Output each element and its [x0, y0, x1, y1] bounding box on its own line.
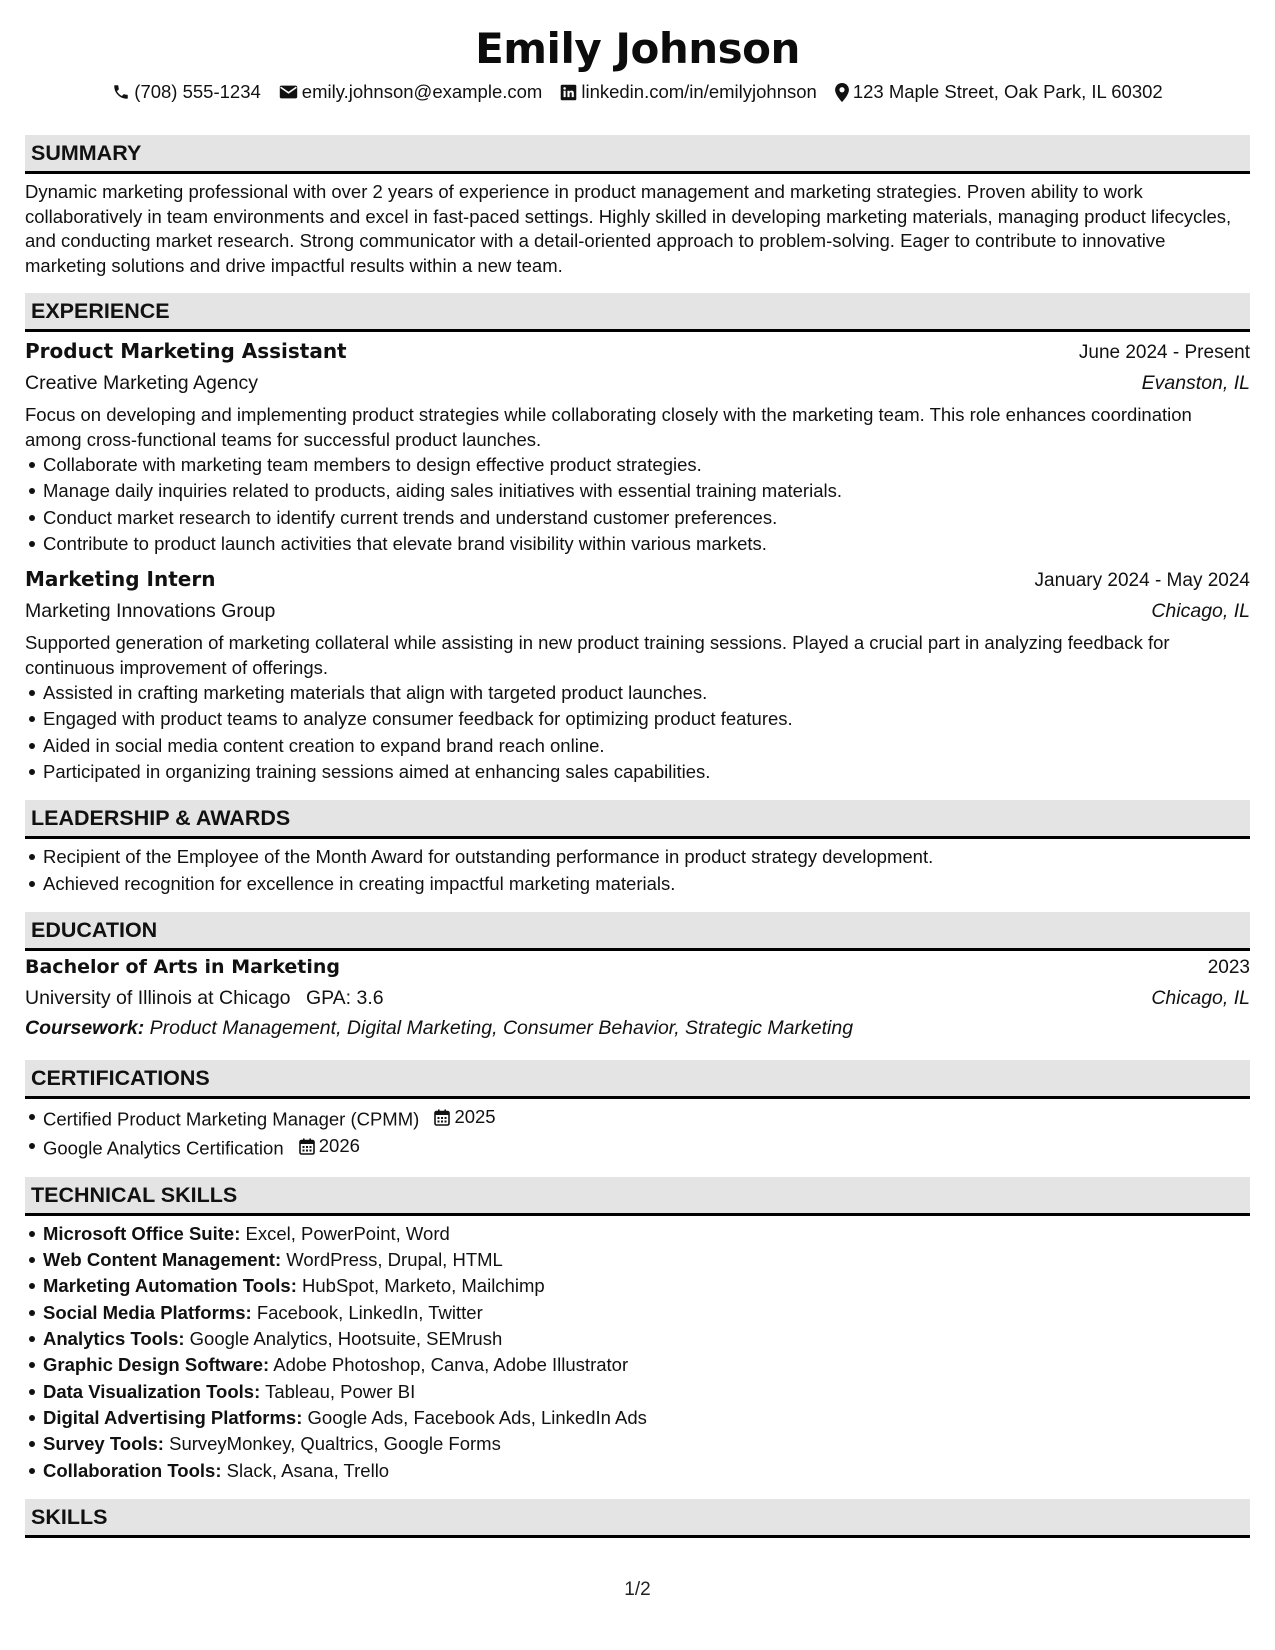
- phone-icon: [112, 83, 130, 101]
- skill-values: SurveyMonkey, Qualtrics, Google Forms: [169, 1433, 501, 1455]
- list-item: Contribute to product launch activities that elevate brand visibility within various markets.: [25, 531, 1250, 557]
- candidate-name: Emily Johnson: [475, 24, 800, 73]
- skill-values: Adobe Photoshop, Canva, Adobe Illustrator: [273, 1354, 629, 1376]
- section-heading-skills: SKILLS: [25, 1499, 1250, 1538]
- summary-text: Dynamic marketing professional with over 2 years of experience in product management and marketing strategies. Proven ability to work collaboratively in team environments and excel in fast-paced settings. Highly skilled in developing marketing materials, managing product lifecycles, and conducting market research. Strong communicator with a detail-oriented approach to problem-solving. Eager to contribute to innovative marketing solutions and drive impactful results within a new team.: [25, 181, 1232, 276]
- skill-values: Facebook, LinkedIn, Twitter: [256, 1301, 483, 1323]
- skill-values: Excel, PowerPoint, Word: [245, 1222, 450, 1244]
- job-description: Focus on developing and implementing product strategies while collaborating closely with the marketing team. This role enhances coordination among cross-functional teams for successful product launches.: [25, 404, 1192, 450]
- certification-year: 2026: [318, 1134, 360, 1156]
- contact-bar: [25, 81, 1250, 103]
- list-item: [25, 1133, 1250, 1162]
- list-item: [25, 1379, 1250, 1405]
- section-heading-education: EDUCATION: [25, 912, 1250, 951]
- list-item: [25, 1431, 1250, 1457]
- section-heading-leadership: LEADERSHIP & AWARDS: [25, 800, 1250, 839]
- list-item: [25, 1104, 1250, 1133]
- list-item: [25, 1273, 1250, 1299]
- section-heading-certifications: CERTIFICATIONS: [25, 1060, 1250, 1099]
- skill-values: Google Ads, Facebook Ads, LinkedIn Ads: [307, 1406, 647, 1428]
- certification-year: 2025: [454, 1105, 496, 1127]
- certification-list: [25, 1104, 1250, 1162]
- list-item: Conduct market research to identify current trends and understand customer preferences.: [25, 505, 1250, 531]
- certification-name: Google Analytics Certification: [43, 1137, 284, 1159]
- list-item: [25, 1405, 1250, 1431]
- list-item: [25, 1221, 1250, 1247]
- gpa: GPA: 3.6: [305, 986, 384, 1009]
- list-item: Participated in organizing training sessions aimed at enhancing sales capabilities.: [25, 759, 1250, 785]
- skill-values: WordPress, Drupal, HTML: [286, 1249, 503, 1271]
- list-item: Recipient of the Employee of the Month Award for outstanding performance in product strategy development.: [25, 844, 1250, 870]
- skill-values: Slack, Asana, Trello: [226, 1459, 390, 1481]
- skill-category: Microsoft Office Suite:: [43, 1222, 241, 1244]
- list-item: [25, 1326, 1250, 1352]
- email-link[interactable]: emily.johnson@example.com: [301, 81, 543, 102]
- skill-category: Survey Tools:: [43, 1433, 164, 1455]
- school-location: Chicago, IL: [1151, 986, 1250, 1009]
- list-item: Assisted in crafting marketing materials that align with targeted product launches.: [25, 680, 1250, 706]
- linkedin-icon: [560, 84, 577, 101]
- list-item: Engaged with product teams to analyze consumer feedback for optimizing product features.: [25, 706, 1250, 732]
- skill-values: Google Analytics, Hootsuite, SEMrush: [189, 1328, 503, 1350]
- address-text: 123 Maple Street, Oak Park, IL 60302: [852, 81, 1163, 102]
- map-pin-icon: [835, 83, 849, 102]
- skill-category: Data Visualization Tools:: [43, 1380, 261, 1402]
- leadership-list: [25, 844, 1250, 897]
- linkedin-link[interactable]: linkedin.com/in/emilyjohnson: [581, 81, 817, 102]
- skill-category: Web Content Management:: [43, 1249, 282, 1271]
- skill-category: Collaboration Tools:: [43, 1459, 222, 1481]
- skill-values: HubSpot, Marketo, Mailchimp: [302, 1275, 545, 1297]
- certification-name: Certified Product Marketing Manager (CPMM): [43, 1108, 420, 1130]
- section-heading-technical-skills: TECHNICAL SKILLS: [25, 1177, 1250, 1216]
- graduation-year: 2023: [1207, 956, 1250, 978]
- list-item: [25, 1352, 1250, 1378]
- skill-category: Graphic Design Software:: [43, 1354, 270, 1376]
- job-entry: [25, 336, 1250, 557]
- skill-category: Analytics Tools:: [43, 1328, 185, 1350]
- skill-values: Tableau, Power BI: [265, 1380, 416, 1402]
- contact-phone: [112, 81, 261, 103]
- school-name: University of Illinois at Chicago: [25, 986, 291, 1009]
- contact-email: [279, 81, 543, 103]
- resume-page: [25, 0, 1250, 1538]
- job-description: Supported generation of marketing collateral while assisting in new product training sessions. Played a crucial part in analyzing feedback for continuous improvement of offerings.: [25, 632, 1170, 678]
- coursework: [25, 1013, 1250, 1043]
- job-dates: June 2024 - Present: [1078, 342, 1250, 363]
- page-number: 1/2: [624, 1579, 651, 1600]
- list-item: [25, 1300, 1250, 1326]
- job-title: Product Marketing Assistant: [25, 339, 347, 363]
- phone-text[interactable]: (708) 555-1234: [134, 81, 261, 102]
- list-item: Achieved recognition for excellence in creating impactful marketing materials.: [25, 871, 1250, 897]
- coursework-label: Coursework:: [25, 1016, 145, 1039]
- job-dates: January 2024 - May 2024: [1034, 570, 1250, 592]
- education-entry: [25, 952, 1250, 1043]
- contact-address: [835, 81, 1163, 103]
- skill-category: Social Media Platforms:: [43, 1301, 252, 1323]
- job-location: Evanston, IL: [1141, 372, 1250, 394]
- job-title: Marketing Intern: [25, 567, 216, 592]
- skill-category: Digital Advertising Platforms:: [43, 1406, 303, 1428]
- job-bullet-list: [25, 452, 1250, 557]
- list-item: [25, 1247, 1250, 1273]
- contact-linkedin: [560, 81, 816, 103]
- skill-category: Marketing Automation Tools:: [43, 1275, 297, 1297]
- degree-title: Bachelor of Arts in Marketing: [25, 955, 341, 978]
- list-item: [25, 1458, 1250, 1484]
- list-item: Manage daily inquiries related to products, aiding sales initiatives with essential training materials.: [25, 478, 1250, 504]
- job-company: Creative Marketing Agency: [25, 372, 259, 394]
- technical-skills-list: [25, 1221, 1250, 1484]
- section-heading-summary: SUMMARY: [25, 135, 1250, 174]
- job-location: Chicago, IL: [1151, 600, 1250, 623]
- calendar-icon: [434, 1109, 450, 1126]
- coursework-list: Product Management, Digital Marketing, Consumer Behavior, Strategic Marketing: [149, 1016, 854, 1039]
- section-heading-experience: EXPERIENCE: [25, 293, 1250, 332]
- job-company: Marketing Innovations Group: [25, 600, 276, 623]
- list-item: Aided in social media content creation to expand brand reach online.: [25, 733, 1250, 759]
- calendar-icon: [299, 1138, 315, 1155]
- job-bullet-list: [25, 680, 1250, 785]
- list-item: Collaborate with marketing team members to design effective product strategies.: [25, 452, 1250, 478]
- job-entry: [25, 564, 1250, 785]
- envelope-icon: [279, 84, 298, 100]
